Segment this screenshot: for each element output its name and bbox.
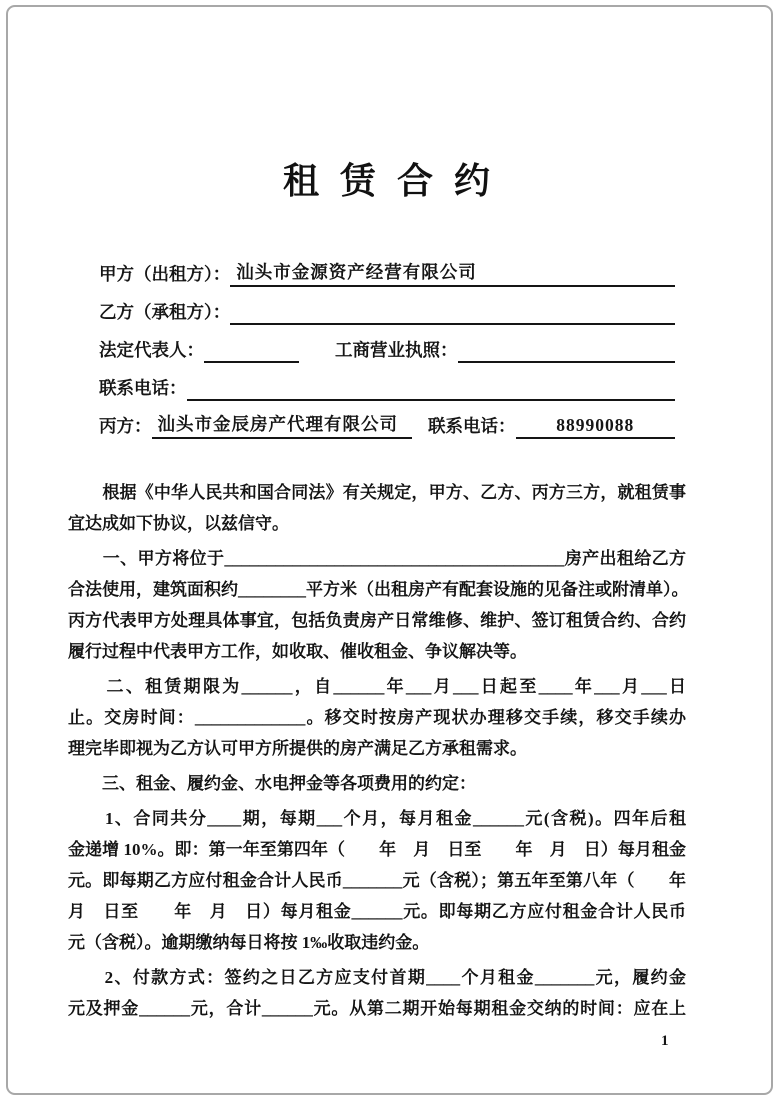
body-lines [68, 477, 689, 1024]
party-b-label: 乙方（承租方）： [99, 302, 231, 322]
party-a-row [99, 249, 675, 287]
phone-row [99, 363, 675, 401]
party-c-phone-label: 联系电话： [428, 416, 516, 436]
party-a-label: 甲方（出租方）： [99, 264, 231, 284]
legal-rep-field [204, 341, 299, 363]
body-line: 元。即每期乙方应付租金合计人民币_______元（含税）；第五年至第八年（ 年 [68, 871, 686, 890]
party-b-field [230, 303, 675, 325]
body-line: 根据《中华人民共和国合同法》有关规定，甲方、乙方、丙方三方，就租赁事 [68, 483, 686, 502]
body-line: 二、租赁期限为______，自______年___月___日起至____年___月___日 [68, 677, 686, 696]
party-a-field [230, 259, 675, 287]
party-c-value: 汕头市金辰房产代理有限公司 [157, 414, 398, 434]
body-line: 2、付款方式：签约之日乙方应支付首期____个月租金_______元，履约金 [68, 968, 686, 987]
body-line: 履行过程中代表甲方工作，如收取、催收租金、争议解决等。 [68, 642, 527, 661]
body-line: 月 日至 年 月 日）每月租金______元。即每期乙方应付租金合计人民币 [68, 902, 686, 921]
page-title: 租 赁 合 约 [282, 161, 496, 201]
party-a-value: 汕头市金源资产经营有限公司 [236, 262, 477, 282]
body-line: 一、甲方将位于________________________________________房产出租给乙方 [68, 549, 686, 568]
legal-rep-label: 法定代表人： [99, 340, 204, 360]
body-line: 元（含税）。逾期缴纳每日将按 1‰收取违约金。 [68, 933, 430, 952]
phone-field [187, 379, 676, 401]
body-line: 宜达成如下协议，以兹信守。 [68, 514, 289, 533]
contract-page [6, 5, 773, 1095]
body-line: 元及押金______元，合计______元。从第二期开始每期租金交纳的时间：应在上 [68, 999, 686, 1018]
party-c-label: 丙方： [99, 416, 152, 436]
party-c-field [152, 411, 413, 439]
phone-label: 联系电话： [99, 378, 187, 398]
party-c-phone-field [516, 415, 676, 439]
body-line: 1、合同共分____期，每期___个月，每月租金______元(含税)。四年后租 [68, 809, 686, 828]
business-license-label: 工商营业执照： [335, 340, 458, 360]
body-line: 丙方代表甲方处理具体事宜，包括负责房产日常维修、维护、签订租赁合约、合约 [68, 611, 686, 630]
body-line: 理完毕即视为乙方认可甲方所提供的房产满足乙方承租需求。 [68, 739, 527, 758]
party-c-phone-value: 88990088 [556, 415, 635, 435]
party-b-row [99, 287, 675, 325]
business-license-field [458, 341, 676, 363]
party-c-row [99, 401, 675, 439]
legal-rep-row [99, 325, 675, 363]
body-line: 止。交房时间：_____________。移交时按房产现状办理移交手续，移交手续办 [68, 708, 686, 727]
body-line: 三、租金、履约金、水电押金等各项费用的约定： [68, 774, 476, 793]
body-line: 金递增 10%。即：第一年至第四年（ 年 月 日至 年 月 日）每月租金 [68, 840, 686, 859]
header-fields [99, 249, 675, 439]
page-number: 1 [661, 1033, 669, 1049]
body-line: 合法使用，建筑面积约________平方米（出租房产有配套设施的见备注或附清单）。 [68, 580, 689, 599]
